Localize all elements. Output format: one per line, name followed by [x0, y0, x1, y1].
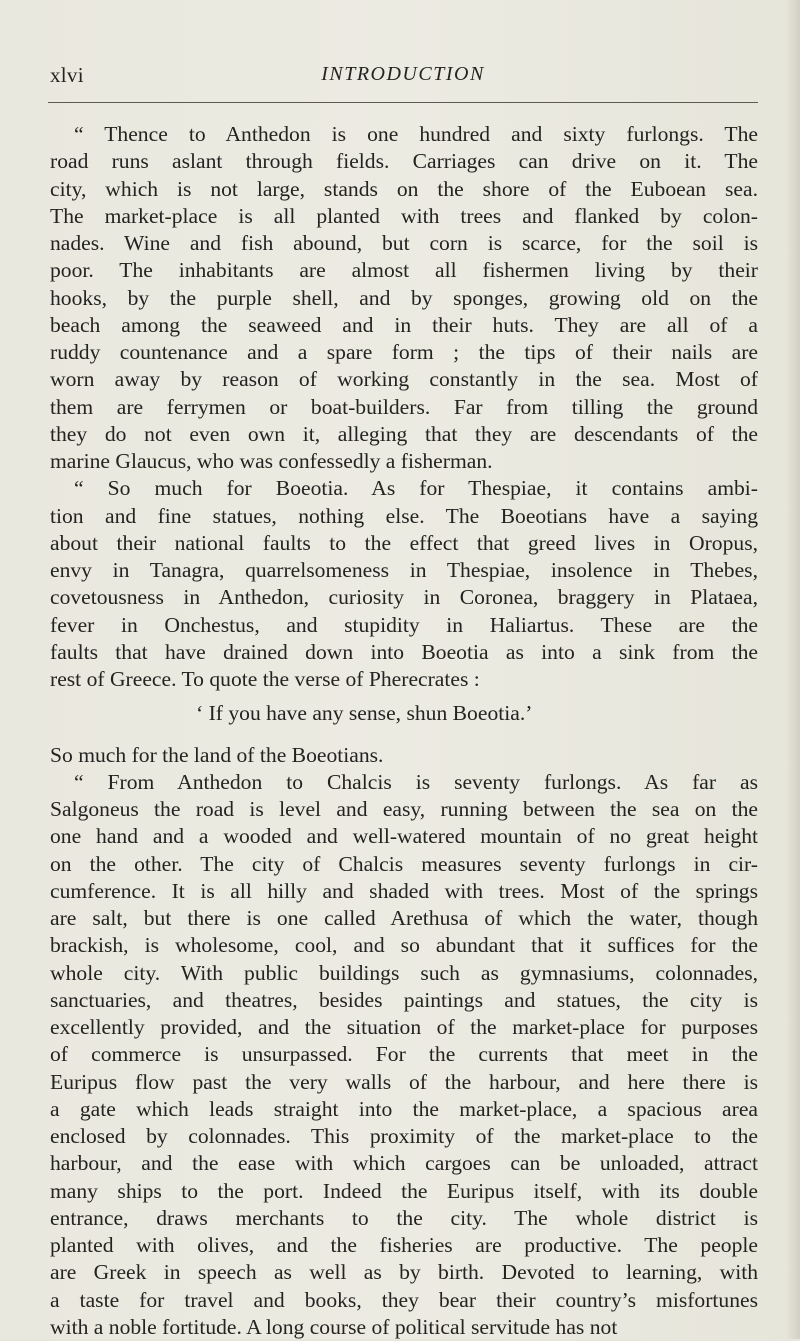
verse-quote: ‘ If you have any sense, shun Boeotia.’ — [196, 701, 533, 726]
text-line: a taste for travel and books, they bear their country’s misfortunes — [50, 1287, 758, 1312]
text-line: with a noble fortitude. A long course of political servitude has not — [50, 1314, 618, 1339]
text-line: ruddy countenance and a spare form ; the tips of their nails are — [50, 340, 758, 364]
spacer — [50, 728, 758, 742]
text-line: are Greek in speech as well as by birth. Devoted to learning, with — [50, 1260, 758, 1285]
text-line: faults that have drained down into Boeotia as into a sink from the — [50, 639, 758, 664]
body-text — [50, 121, 758, 1341]
text-line: enclosed by colonnades. This proximity of the market-place to the — [50, 1124, 758, 1148]
text-line: they do not even own it, alleging that they are descendants of the — [50, 421, 758, 446]
text-line: cumference. It is all hilly and shaded with trees. Most of the springs — [50, 878, 758, 903]
text-line: fever in Onchestus, and stupidity in Haliartus. These are the — [50, 612, 758, 637]
text-line: of commerce is unsurpassed. For the currents that meet in the — [50, 1042, 758, 1067]
text-line: “ Thence to Anthedon is one hundred and sixty furlongs. The — [74, 122, 758, 146]
text-line: beach among the seaweed and in their huts. They are all of a — [50, 312, 758, 337]
text-line: brackish, is wholesome, cool, and so abundant that it suffices for the — [50, 933, 758, 958]
text-line: “ So much for Boeotia. As for Thespiae, it contains ambi- — [74, 476, 758, 501]
text-line: Euripus flow past the very walls of the harbour, and here there is — [50, 1069, 758, 1094]
text-line: excellently provided, and the situation of the market-place for purposes — [50, 1015, 758, 1039]
text-line: them are ferrymen or boat-builders. Far from tilling the ground — [50, 394, 758, 419]
running-title: INTRODUCTION — [321, 63, 485, 85]
text-line: nades. Wine and fish abound, but corn is scarce, for the soil is — [50, 231, 758, 255]
text-line: about their national faults to the effect that greed lives in Oropus, — [50, 530, 758, 555]
text-line: many ships to the port. Indeed the Euripus itself, with its double — [50, 1178, 758, 1203]
text-line: are salt, but there is one called Arethusa of which the water, though — [50, 906, 758, 930]
text-line: entrance, draws merchants to the city. The whole district is — [50, 1205, 758, 1230]
text-line: hooks, by the purple shell, and by sponges, growing old on the — [50, 285, 758, 310]
text-line: planted with olives, and the fisheries are productive. The people — [50, 1233, 758, 1257]
text-line: So much for the land of the Boeotians. — [50, 742, 384, 767]
text-line: “ From Anthedon to Chalcis is seventy furlongs. As far as — [74, 769, 758, 794]
text-line: The market-place is all planted with trees and flanked by colon- — [50, 203, 758, 228]
text-line: sanctuaries, and theatres, besides paintings and statues, the city is — [50, 987, 758, 1012]
text-line: a gate which leads straight into the market-place, a spacious area — [50, 1096, 758, 1121]
running-head — [48, 56, 758, 90]
text-line: worn away by reason of working constantly in the sea. Most of — [50, 367, 758, 392]
text-line: covetousness in Anthedon, curiosity in Coronea, braggery in Plataea, — [50, 585, 758, 610]
text-line: poor. The inhabitants are almost all fishermen living by their — [50, 258, 758, 283]
page-edge-shadow — [786, 0, 800, 1339]
text-line: envy in Tanagra, quarrelsomeness in Thespiae, insolence in Thebes, — [50, 558, 758, 582]
spacer — [50, 693, 758, 700]
header-rule — [48, 102, 758, 103]
text-line: tion and fine statues, nothing else. The Boeotians have a saying — [50, 503, 758, 528]
text-line: harbour, and the ease with which cargoes can be unloaded, attract — [50, 1151, 758, 1176]
text-line: whole city. With public buildings such as gymnasiums, colonnades, — [50, 960, 758, 985]
text-line: city, which is not large, stands on the shore of the Euboean sea. — [50, 176, 758, 201]
text-line: road runs aslant through fields. Carriages can drive on it. The — [50, 149, 758, 174]
text-line: one hand and a wooded and well-watered mountain of no great height — [50, 824, 758, 849]
page-number: xlvi — [50, 63, 84, 87]
text-line: marine Glaucus, who was confessedly a fisherman. — [50, 449, 493, 473]
text-line: rest of Greece. To quote the verse of Pherecrates : — [50, 667, 480, 691]
text-line: Salgoneus the road is level and easy, running between the sea on the — [50, 797, 758, 821]
text-line: on the other. The city of Chalcis measures seventy furlongs in cir- — [50, 851, 758, 876]
